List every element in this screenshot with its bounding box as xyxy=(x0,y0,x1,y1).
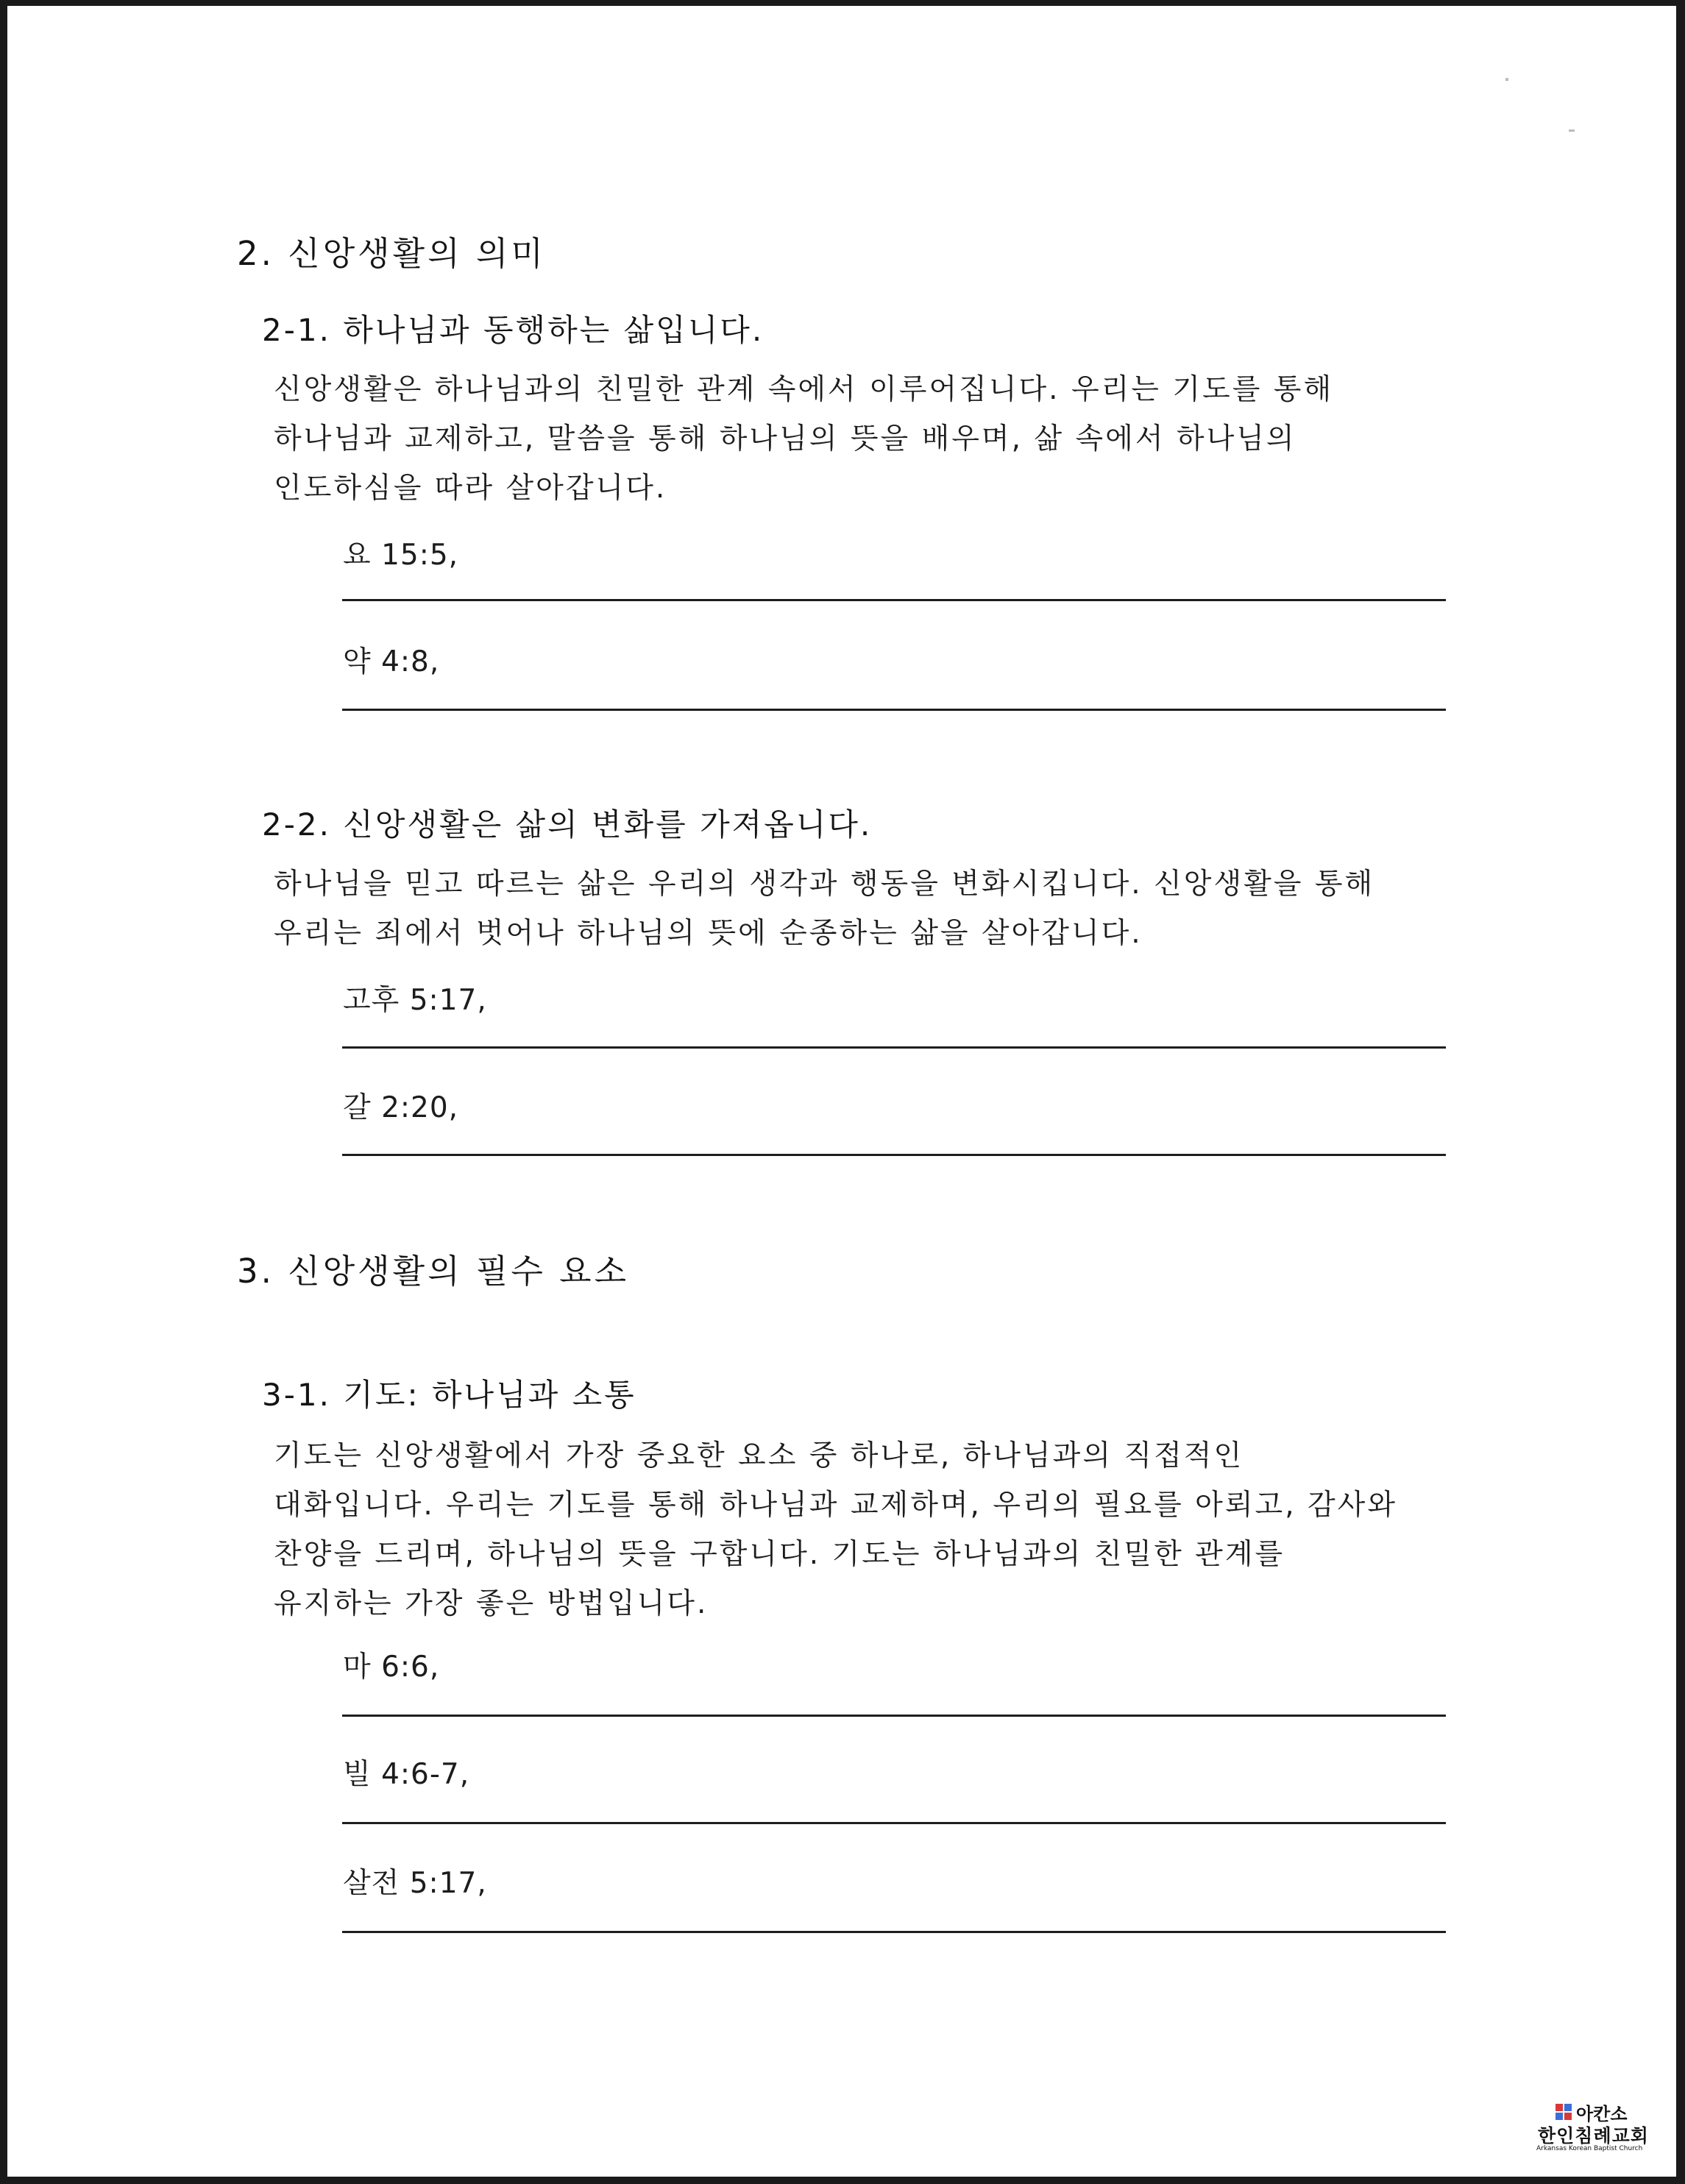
answer-line xyxy=(342,1154,1446,1156)
logo-text-line2: 한인침례교회 xyxy=(1538,2125,1649,2146)
paragraph-line: 기도는 신앙생활에서 가장 중요한 요소 중 하나로, 하나님과의 직접적인 xyxy=(274,1439,1244,1472)
worksheet-page xyxy=(7,6,1676,2177)
subsection-heading: 3-1. 기도: 하나님과 소통 xyxy=(262,1377,636,1413)
section-heading: 3. 신앙생활의 필수 요소 xyxy=(237,1252,630,1291)
logo-text-line3: Arkansas Korean Baptist Church xyxy=(1536,2145,1643,2152)
paragraph-line: 대화입니다. 우리는 기도를 통해 하나님과 교제하며, 우리의 필요를 아뢰고, 감사와 xyxy=(274,1489,1398,1522)
scripture-reference: 갈 2:20, xyxy=(343,1091,459,1124)
church-logo xyxy=(1532,2099,1664,2166)
logo-text-line1: 아칸소 xyxy=(1576,2104,1628,2124)
answer-line xyxy=(342,1822,1446,1824)
scripture-reference: 살전 5:17, xyxy=(343,1867,487,1900)
scripture-reference: 마 6:6, xyxy=(343,1651,440,1684)
paragraph-line: 우리는 죄에서 벗어나 하나님의 뜻에 순종하는 삶을 살아갑니다. xyxy=(274,917,1143,950)
scripture-reference: 약 4:8, xyxy=(343,645,440,678)
paragraph xyxy=(274,859,1510,958)
church-logo-mark-icon xyxy=(1555,2104,1572,2120)
answer-line xyxy=(342,709,1446,711)
subsection-heading: 2-2. 신앙생활은 삶의 변화를 가져옵니다. xyxy=(262,806,873,843)
paragraph-line: 신앙생활은 하나님과의 친밀한 관계 속에서 이루어집니다. 우리는 기도를 통해 xyxy=(274,373,1334,406)
paragraph-line: 인도하심을 따라 살아갑니다. xyxy=(274,472,667,505)
paragraph-line: 하나님을 믿고 따르는 삶은 우리의 생각과 행동을 변화시킵니다. 신앙생활을 통해 xyxy=(274,868,1375,901)
paragraph-line: 찬양을 드리며, 하나님의 뜻을 구합니다. 기도는 하나님과의 친밀한 관계를 xyxy=(274,1538,1285,1571)
scripture-reference: 요 15:5, xyxy=(343,539,459,572)
answer-line xyxy=(342,1046,1446,1049)
answer-line xyxy=(342,1715,1446,1717)
scripture-reference: 빌 4:6-7, xyxy=(343,1758,470,1791)
subsection-heading: 2-1. 하나님과 동행하는 삶입니다. xyxy=(262,312,765,348)
paragraph xyxy=(274,365,1510,513)
paragraph-line: 유지하는 가장 좋은 방법입니다. xyxy=(274,1587,709,1620)
paragraph-line: 하나님과 교제하고, 말씀을 통해 하나님의 뜻을 배우며, 삶 속에서 하나님의 xyxy=(274,422,1296,455)
scan-speck xyxy=(1505,78,1508,81)
paragraph xyxy=(274,1431,1510,1628)
section-heading: 2. 신앙생활의 의미 xyxy=(237,234,546,273)
scripture-reference: 고후 5:17, xyxy=(343,984,487,1017)
answer-line xyxy=(342,1931,1446,1933)
answer-line xyxy=(342,599,1446,601)
scan-speck xyxy=(1569,130,1575,132)
